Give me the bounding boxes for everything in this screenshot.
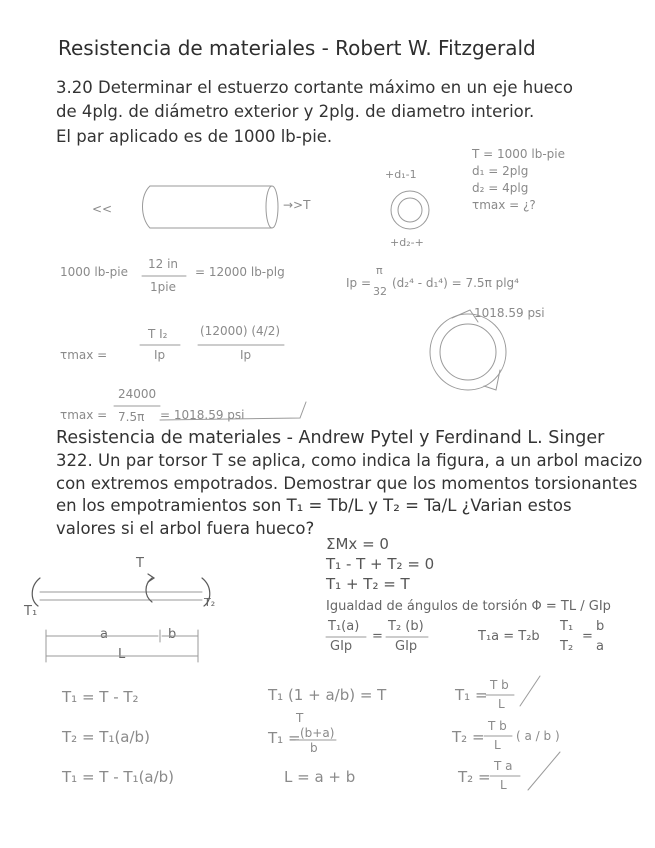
col2-eq1: T₁ (1 + a/b) = T xyxy=(268,686,387,704)
result1-lhs: T₁ = xyxy=(455,686,488,704)
result1-num: T b xyxy=(490,678,509,692)
conversion-lhs: 1000 lb-pie xyxy=(60,265,128,279)
result2-den: L xyxy=(494,738,501,752)
eq-sum-moments: ΣMx = 0 xyxy=(326,535,389,553)
result3-num: T a xyxy=(494,759,513,773)
polar-lhs: Ip = xyxy=(346,276,372,290)
ratio-frac-lhs-den: T₂ xyxy=(560,639,574,654)
col1-eq1: T₁ = T - T₂ xyxy=(62,688,139,706)
ratio-lhs-num: T₁(a) xyxy=(328,619,360,634)
ratio-rhs-den: GIp xyxy=(395,639,418,654)
problem2-header: Resistencia de materiales - Andrew Pytel y Ferdinand L. Singer xyxy=(56,428,605,448)
given-d1: d₁ = 2plg xyxy=(472,164,529,178)
res1-check xyxy=(520,676,540,706)
given-d2: d₂ = 4plg xyxy=(472,181,529,195)
ring-bottom-label: +d₂-+ xyxy=(390,236,424,249)
fig-t1-label: T₁ xyxy=(24,604,38,619)
stress-annotation: 1018.59 psi xyxy=(474,306,545,320)
ring-inner xyxy=(398,198,422,222)
eq-sum: T₁ + T₂ = T xyxy=(326,575,410,593)
tmax2-den: 7.5π xyxy=(118,410,145,424)
col2-den2: b xyxy=(310,741,318,755)
polar-num: π xyxy=(376,264,383,277)
result1-den: L xyxy=(498,697,505,711)
fig-t2-label: T₂ xyxy=(204,596,216,609)
problem1-statement-line-3: El par aplicado es de 1000 lb-pie. xyxy=(56,127,333,146)
col1-eq2: T₂ = T₁(a/b) xyxy=(62,728,150,746)
problem1-statement-line-1: 3.20 Determinar el estuerzo cortante máximo en un eje hueco xyxy=(56,78,573,97)
fig-L-label: L xyxy=(118,647,126,662)
fig-torque-label: T xyxy=(136,556,144,571)
ratio-equals: = xyxy=(372,629,383,644)
tmax2-rhs: = 1018.59 psi xyxy=(160,408,245,422)
fig-a-label: a xyxy=(100,627,108,642)
eq-twist-equality: Igualdad de ángulos de torsión Φ = TL / GIp xyxy=(326,599,611,614)
given-tmax: τmax = ¿? xyxy=(472,198,536,212)
result3-lhs: T₂ = xyxy=(458,768,491,786)
col2-eq3: L = a + b xyxy=(284,768,356,786)
ratio-lhs-den: GIp xyxy=(330,639,353,654)
polar-rhs: (d₂⁴ - d₁⁴) = 7.5π plg⁴ xyxy=(392,276,519,290)
col2-den: (b+a) xyxy=(300,726,335,740)
stress-ring-inner xyxy=(440,324,496,380)
conversion-num: 12 in xyxy=(148,257,179,271)
result3-den: L xyxy=(500,778,507,792)
res3-check xyxy=(528,752,560,790)
problem2-statement-line-4: valores si el arbol fuera hueco? xyxy=(56,519,315,538)
stress-arrow-top xyxy=(452,310,478,322)
polar-den: 32 xyxy=(373,285,387,298)
ring-top-label: +d₁-1 xyxy=(385,168,417,181)
conversion-den: 1pie xyxy=(150,280,176,294)
result2-num: T b xyxy=(488,719,507,733)
tmax-num2: (12000) (4/2) xyxy=(200,324,281,338)
tmax2-num: 24000 xyxy=(118,387,157,401)
col2-lhs: T₁ = xyxy=(268,729,301,747)
ring-outer xyxy=(391,191,429,229)
ratio-frac-rhs: b xyxy=(596,619,605,634)
problem2-statement-line-2: con extremos empotrados. Demostrar que los momentos torsionantes xyxy=(56,474,638,493)
conversion-rhs: = 12000 lb-plg xyxy=(195,265,285,279)
tmax2-lhs: τmax = xyxy=(60,408,108,422)
problem1-header: Resistencia de materiales - Robert W. Fitzgerald xyxy=(58,36,536,60)
result2-tail: ( a / b ) xyxy=(516,729,560,743)
problem2-statement-line-1: 322. Un par torsor T se aplica, como indica la figura, a un arbol macizo xyxy=(56,451,643,470)
ratio-rhs-num: T₂ (b) xyxy=(388,619,424,634)
given-torque: T = 1000 lb-pie xyxy=(472,147,565,161)
shaft-right-label: →>T xyxy=(283,198,311,212)
problem1-statement-line-2: de 4plg. de diámetro exterior y 2plg. de diametro interior. xyxy=(56,102,535,121)
result2-lhs: T₂ = xyxy=(452,728,485,746)
problem2-statement-line-3: en los empotramientos son T₁ = Tb/L y T₂ = Ta/L ¿Varian estos xyxy=(56,496,572,515)
ratio-frac-lhs: T₁ xyxy=(560,619,574,634)
ratio-frac-rhs-den: a xyxy=(596,639,604,654)
tmax-den2: Ip xyxy=(240,348,252,362)
result-underline xyxy=(160,402,306,420)
shaft-left-label: << xyxy=(92,202,113,216)
tmax-den: Ip xyxy=(154,348,166,362)
shaft-right-end xyxy=(266,186,278,228)
ratio-frac-eq: = xyxy=(582,629,593,644)
tmax-num: T I₂ xyxy=(148,327,168,341)
fig-right-wall xyxy=(202,578,210,606)
fig-left-wall xyxy=(32,578,40,606)
stress-ring xyxy=(430,314,506,390)
fig-torque-arrow xyxy=(148,574,154,582)
eq-balance: T₁ - T + T₂ = 0 xyxy=(326,555,435,573)
col2-num: T xyxy=(296,711,304,725)
shaft-left-end xyxy=(143,186,151,228)
fig-b-label: b xyxy=(168,627,177,642)
col1-eq3: T₁ = T - T₁(a/b) xyxy=(62,768,175,786)
tmax-lhs: τmax = xyxy=(60,348,108,362)
ratio-tail: T₁a = T₂b xyxy=(478,629,540,644)
